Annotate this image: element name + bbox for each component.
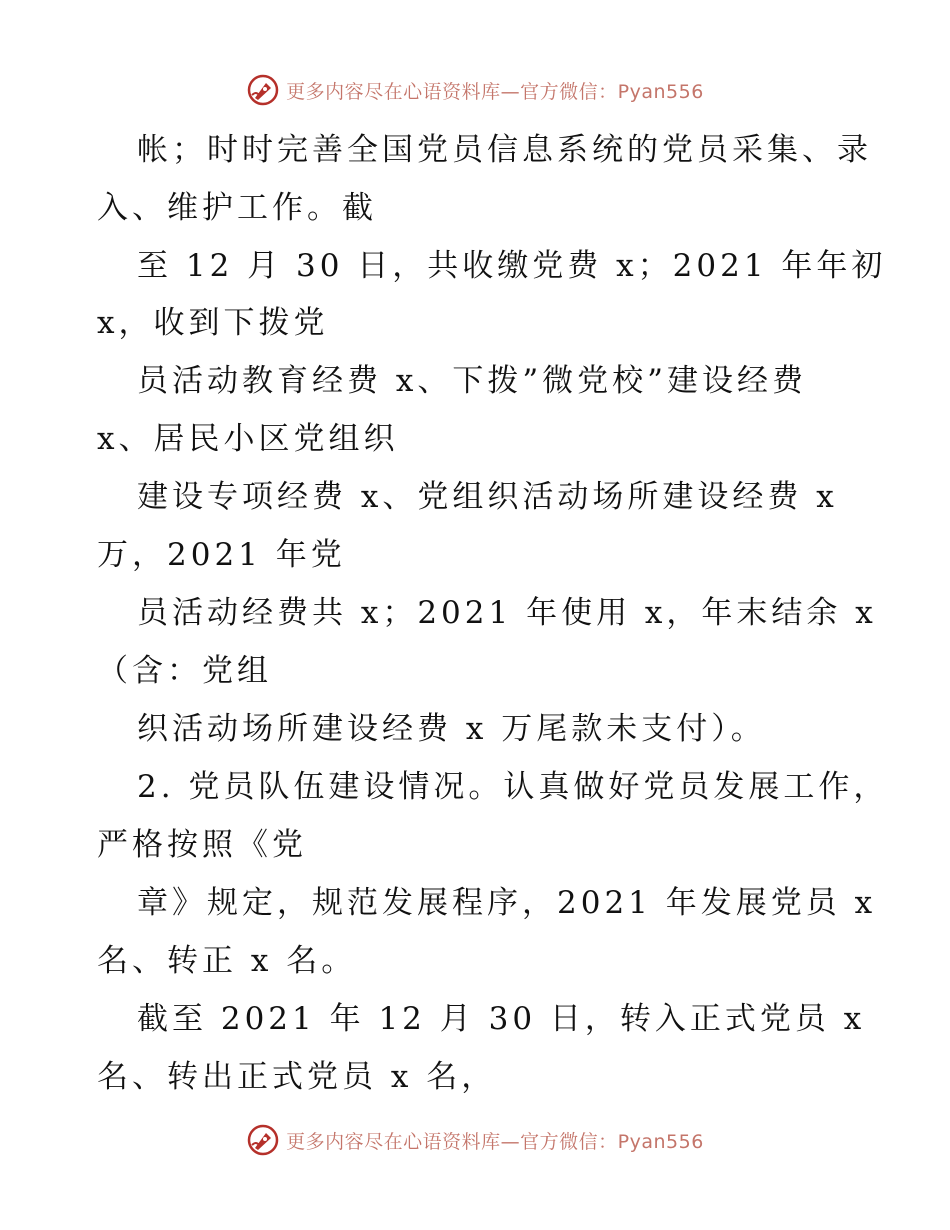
- text-line: 员活动经费共 x；2021 年使用 x，年末结余 x: [137, 595, 877, 631]
- header-banner: [0, 70, 950, 110]
- footer-banner-text: 更多内容尽在心语资料库—官方微信：Pyan556: [286, 1130, 704, 1153]
- text-line: 织活动场所建设经费 x 万尾款未支付）。: [137, 711, 766, 747]
- text-line: 员活动教育经费 x、下拨”微党校”建设经费: [137, 363, 808, 399]
- text-line: 入、维护工作。截: [97, 190, 377, 226]
- text-line: 建设专项经费 x、党组织活动场所建设经费 x: [137, 479, 838, 515]
- text-line: 名、转正 x 名。: [97, 943, 357, 979]
- text-line: 帐；时时完善全国党员信息系统的党员采集、录: [137, 132, 872, 168]
- text-line: x、居民小区党组织: [97, 421, 399, 457]
- header-banner-text: 更多内容尽在心语资料库—官方微信：Pyan556: [286, 80, 704, 103]
- footer-banner: [0, 1120, 950, 1160]
- text-line: 名、转出正式党员 x 名，: [97, 1059, 497, 1095]
- pen-nib-logo-icon: [246, 73, 280, 107]
- text-line: 严格按照《党: [97, 827, 307, 863]
- wechat-handle: Pyan556: [617, 80, 704, 103]
- text-line: （含：党组: [97, 653, 272, 689]
- text-line: 万，2021 年党: [97, 537, 346, 573]
- text-line: x，收到下拨党: [97, 305, 329, 341]
- wechat-handle: Pyan556: [617, 1130, 704, 1153]
- text-line: 截至 2021 年 12 月 30 日，转入正式党员 x: [137, 1001, 866, 1037]
- text-line: 2. 党员队伍建设情况。认真做好党员发展工作，: [137, 769, 889, 805]
- text-line: 章》规定，规范发展程序，2021 年发展党员 x: [137, 885, 877, 921]
- text-line: 至 12 月 30 日，共收缴党费 x；2021 年年初: [137, 248, 887, 284]
- pen-nib-logo-icon: [246, 1123, 280, 1157]
